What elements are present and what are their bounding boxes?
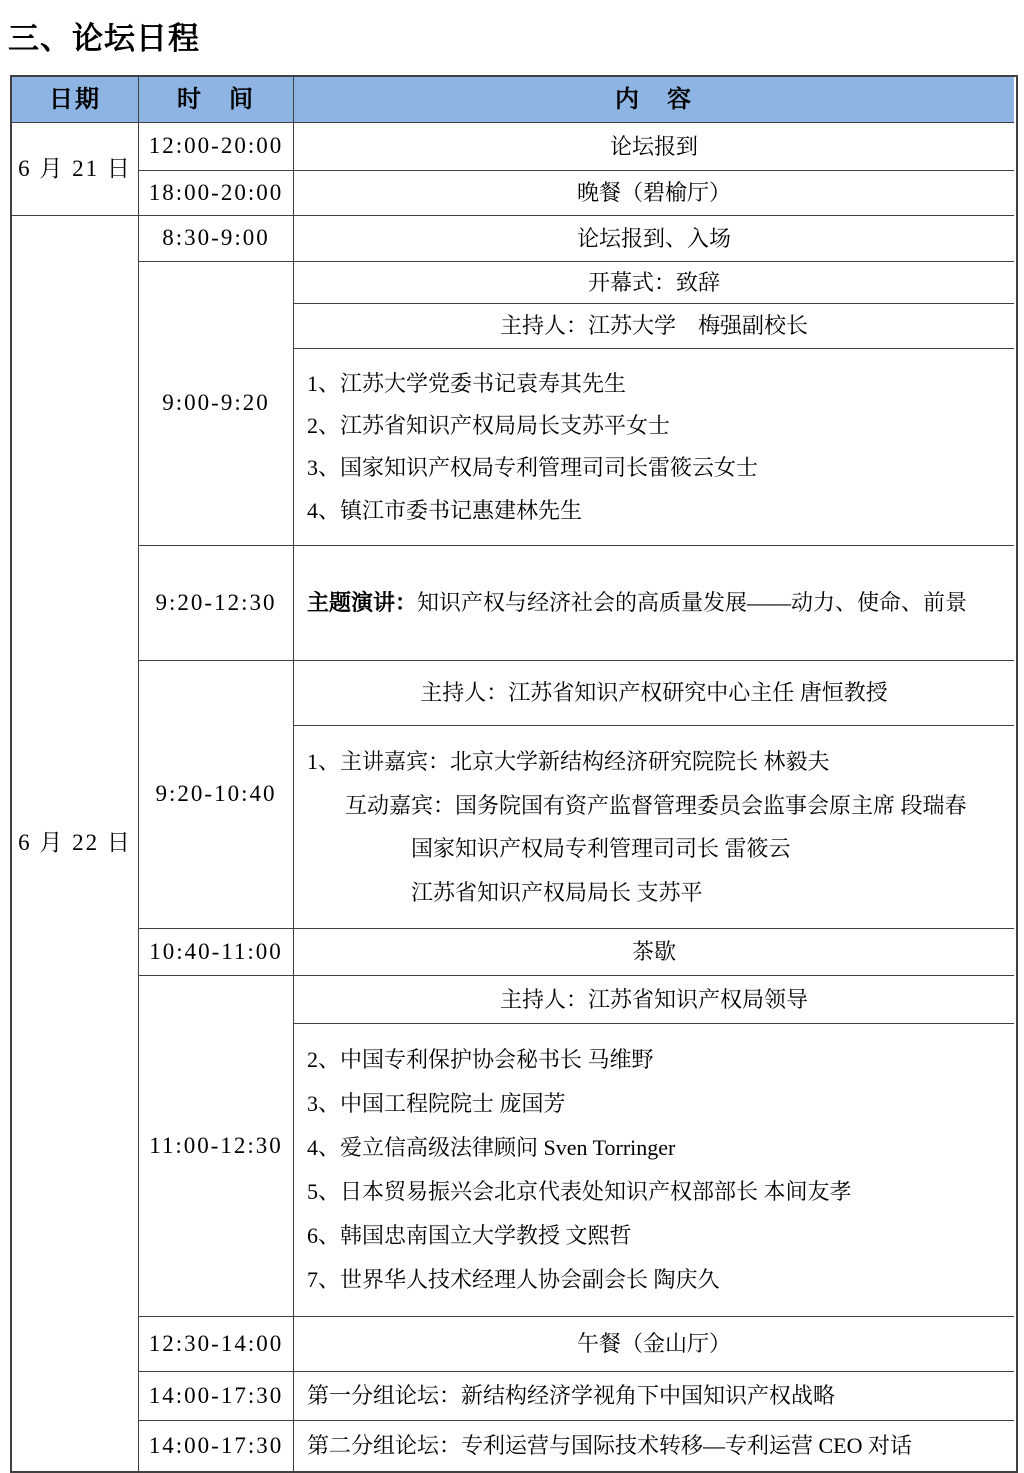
time-cell-forum2: 14:00-17:30 — [139, 1421, 294, 1471]
time-cell-entry: 8:30-9:00 — [139, 216, 294, 262]
session2-speaker-5: 5、日本贸易振兴会北京代表处知识产权部部长 本间友孝 — [307, 1179, 852, 1205]
time-cell-keynote: 9:20-12:30 — [139, 546, 294, 661]
time-cell-dinner: 18:00-20:00 — [139, 171, 294, 216]
session1-line-1: 1、主讲嘉宾：北京大学新结构经济研究院院长 林毅夫 — [307, 749, 830, 774]
session2-speaker-4: 4、爱立信高级法律顾问 Sven Torringer — [307, 1135, 676, 1161]
content-cell-dinner: 晚餐（碧榆厅） — [294, 171, 1014, 216]
content-cell-checkin: 论坛报到 — [294, 123, 1014, 171]
content-cell-forum2: 第二分组论坛：专利运营与国际技术转移—专利运营 CEO 对话 — [307, 1433, 913, 1459]
session1-line-3: 国家知识产权局专利管理司司长 雷筱云 — [411, 836, 791, 861]
session2-speaker-2: 2、中国专利保护协会秘书长 马维野 — [307, 1047, 654, 1073]
time-cell-session1: 9:20-10:40 — [139, 661, 294, 929]
opening-speaker-1: 1、江苏大学党委书记袁寿其先生 — [307, 370, 627, 396]
time-cell-tea: 10:40-11:00 — [139, 929, 294, 976]
opening-speaker-2: 2、江苏省知识产权局局长支苏平女士 — [307, 413, 671, 439]
keynote-text: 知识产权与经济社会的高质量发展——动力、使命、前景 — [417, 590, 968, 616]
session2-speaker-6: 6、韩国忠南国立大学教授 文熙哲 — [307, 1223, 632, 1249]
session1-line-2: 互动嘉宾：国务院国有资产监督管理委员会监事会原主席 段瑞春 — [345, 792, 967, 818]
opening-speaker-4: 4、镇江市委书记惠建林先生 — [307, 497, 583, 523]
header-date: 日期 — [12, 77, 139, 123]
content-cell-session1-host: 主持人：江苏省知识产权研究中心主任 唐恒教授 — [294, 661, 1014, 726]
time-cell-session2: 11:00-12:30 — [139, 976, 294, 1317]
time-cell-opening: 9:00-9:20 — [139, 262, 294, 546]
content-cell-entry: 论坛报到、入场 — [294, 216, 1014, 262]
session2-speaker-3: 3、中国工程院院士 庞国芳 — [307, 1091, 566, 1117]
session1-line-4: 江苏省知识产权局局长 支苏平 — [411, 879, 703, 905]
content-cell-keynote — [294, 546, 1014, 661]
content-cell-forum1: 第一分组论坛：新结构经济学视角下中国知识产权战略 — [294, 1372, 1014, 1421]
content-cell-opening-title: 开幕式：致辞 — [294, 262, 1014, 304]
time-cell-checkin: 12:00-20:00 — [139, 123, 294, 171]
header-content: 内 容 — [294, 77, 1014, 123]
content-cell-opening-host: 主持人：江苏大学 梅强副校长 — [294, 304, 1014, 349]
schedule-table — [10, 75, 1018, 1473]
content-cell-session2-host: 主持人：江苏省知识产权局领导 — [294, 976, 1014, 1024]
content-cell-lunch: 午餐（金山厅） — [294, 1317, 1014, 1372]
content-cell-session1-guests — [294, 726, 1014, 929]
content-cell-tea: 茶歇 — [294, 929, 1014, 976]
time-cell-forum1: 14:00-17:30 — [139, 1372, 294, 1421]
time-cell-lunch: 12:30-14:00 — [139, 1317, 294, 1372]
opening-speaker-3: 3、国家知识产权局专利管理司司长雷筱云女士 — [307, 455, 759, 481]
content-cell-session2-speakers — [294, 1024, 1014, 1317]
header-time: 时 间 — [139, 77, 294, 123]
date-cell-jun21: 6 月 21 日 — [12, 123, 139, 216]
keynote-label: 主题演讲： — [307, 590, 418, 616]
content-cell-opening-speakers — [294, 349, 1014, 546]
page-title: 三、论坛日程 — [8, 21, 200, 56]
date-cell-jun22: 6 月 22 日 — [12, 216, 139, 1471]
session2-speaker-7: 7、世界华人技术经理人协会副会长 陶庆久 — [307, 1267, 720, 1293]
